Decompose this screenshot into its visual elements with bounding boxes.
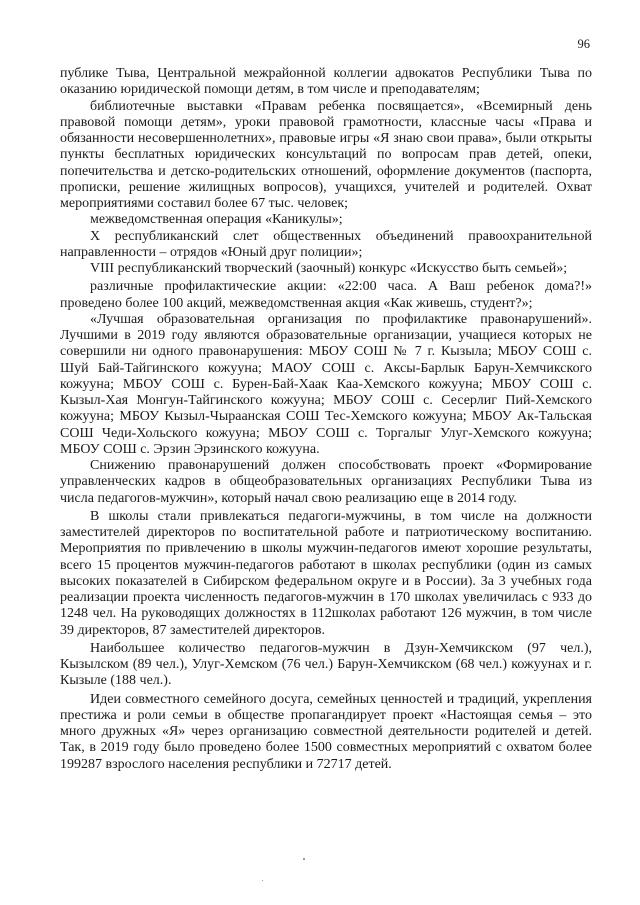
paragraph: Наибольшее количество педагогов-мужчин в Дзун-Хемчикском (97 чел.), Кызылском (89 чел.), Улуг-Хемском (76 чел.) Барун-Хемчикском (68 чел.) кожуунах и г. Кызыле (188 чел.). (60, 640, 592, 689)
paragraph: библиотечные выставки «Правам ребенка посвящается», «Всемирный день правовой помощи детям», уроки правовой грамотности, классные часы «Права и обязанности несовершеннолетних», правовые игры «Я знаю свои права», были открыты пункты бесплатных юридических консультаций по вопросам прав детей, опеки, попечительства и детско-родительских отношений, оформление документов (паспорта, прописки, решение жилищных вопросов), учащихся, учителей и родителей. Охват мероприятиями составил более 67 тыс. человек; (60, 98, 592, 211)
paragraph: публике Тыва, Центральной межрайонной коллегии адвокатов Республики Тыва по оказанию юридической помощи детям, в том числе и преподавателям; (60, 66, 592, 98)
paragraph: межведомственная операция «Каникулы»; (90, 212, 343, 228)
paragraph: В школы стали привлекаться педагоги-мужчины, в том числе на должности заместителей директоров по воспитательной работе и патриотическому воспитанию. Мероприятия по привлечению в школы мужчин-педагогов имеют хорошие результаты, всего 15 процентов мужчин-педагогов работают в школах республики (один из самых высоких показателей в Сибирском федеральном округе и в России). За 3 учебных года реализации проекта численность педагогов-мужчин в 170 школах увеличилась с 933 до 1248 чел. На руководящих должностях в 112школах работают 126 мужчин, в том числе 39 директоров, 87 заместителей директоров. (60, 508, 592, 638)
paragraph: Снижению правонарушений должен способствовать проект «Формирование управленческих кадров в общеобразовательных организациях Республики Тыва из числа педагогов-мужчин», который начал свою реализацию еще в 2014 году. (60, 458, 592, 506)
paragraph: различные профилактические акции: «22:00 часа. А Ваш ребенок дома?!» проведено более 100 акций, межведомственная акция «Как живешь, студент?»; (60, 279, 592, 311)
paragraph: «Лучшая образовательная организация по профилактике правонарушений». Лучшими в 2019 году являются образовательные организации, учащиеся которых не совершили ни одного правонарушения: МБОУ СОШ № 7 г. Кызыла; МБОУ СОШ с. Шуй Бай-Тайгинского кожууна; МАОУ СОШ с. Аксы-Барлык Барун-Хемчикского кожууна; МБОУ СОШ с. Бурен-Бай-Хаак Каа-Хемского кожууна; МБОУ СОШ с. Кызыл-Хая Монгун-Тайгинского кожууна; МБОУ СОШ с. Сесерлиг Пий-Хемского кожууна; МБОУ Кызыл-Чыраанская СОШ Тес-Хемского кожууна; МБОУ Ак-Тальская СОШ Чеди-Хольского кожууна; МБОУ СОШ с. Торгалыг Улуг-Хемского кожууна; МБОУ СОШ с. Эрзин Эрзинского кожууна. (60, 311, 592, 457)
scan-speck (303, 858, 305, 860)
page-number: 96 (577, 37, 590, 51)
paragraph: Идеи совместного семейного досуга, семейных ценностей и традиций, укрепления престижа и роли семьи в обществе пропагандирует проект «Настоящая семья – это много дружных «Я» через организацию совместной деятельности родителей и детей. Так, в 2019 году было проведено более 1500 совместных мероприятий с охватом более 199287 взрослого населения республики и 72717 детей. (60, 691, 592, 772)
paragraph: VIII республиканский творческий (заочный) конкурс «Искусство быть семьей»; (90, 261, 568, 276)
scan-speck (262, 880, 263, 881)
document-body (60, 66, 592, 773)
paragraph: Х республиканский слет общественных объединений правоохранительной направленности – отрядов «Юный друг полиции»; (60, 228, 592, 260)
